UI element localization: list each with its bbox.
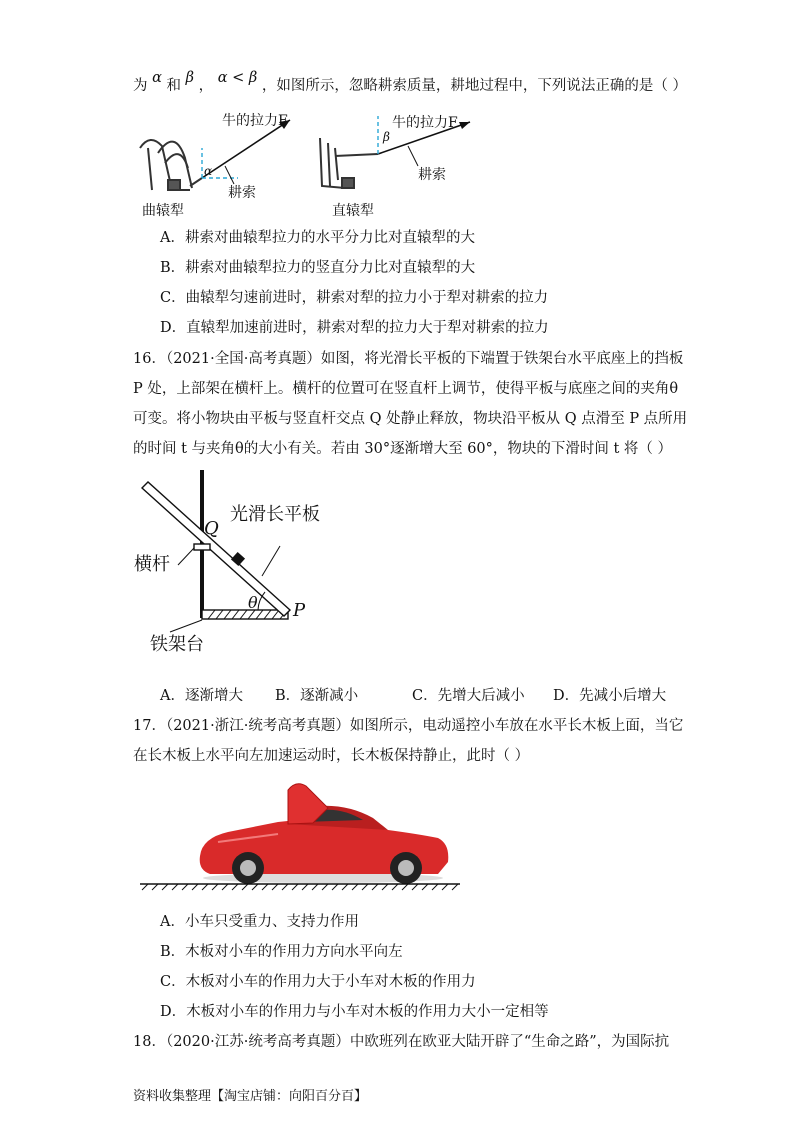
- q16-stem-line-4: 的时间 t 与夹角θ的大小有关。若由 30°逐渐增大至 60°，物块的下滑时间 t 将（ ）: [133, 441, 673, 457]
- q16-option-d: D．先减小后增大: [553, 688, 667, 704]
- ground-hatching: [142, 884, 458, 890]
- theta-label: θ: [248, 593, 258, 612]
- right-force-arrowhead: [459, 122, 470, 129]
- q15-option-b: B．耕索对曲辕犁拉力的竖直分力比对直辕犁的大: [160, 260, 476, 276]
- crossbar-label-pointer: [178, 548, 194, 565]
- q15-inequality: α < β: [217, 70, 258, 86]
- q15-option-c: C．曲辕犁匀速前进时，耕索对犁的拉力小于犁对耕索的拉力: [160, 290, 549, 306]
- board-label: 光滑长平板: [230, 504, 320, 525]
- q-point-label: Q: [204, 518, 219, 539]
- q18-stem-line-1: 18．（2020·江苏·统考高考真题）中欧班列在欧亚大陆开辟了“生命之路”，为国际抗: [133, 1034, 670, 1050]
- q15-stem-line: [133, 70, 687, 96]
- crossbar-label: 横杆: [134, 554, 170, 575]
- q15-alpha: α: [152, 70, 162, 86]
- q15-and: 和: [166, 78, 182, 94]
- straight-plough-drawing: [320, 138, 378, 188]
- stand-label: 铁架台: [150, 634, 204, 655]
- right-caption: 直辕犁: [332, 203, 374, 219]
- board-label-pointer: [262, 546, 280, 576]
- left-force-label: 牛的拉力F: [222, 113, 288, 129]
- left-rope-label: 耕索: [228, 185, 256, 201]
- q15-beta: β: [185, 70, 195, 86]
- q15-option-d: D．直辕犁加速前进时，耕索对犁的拉力大于犁对耕索的拉力: [160, 320, 549, 336]
- q17-option-d: D．木板对小车的作用力与小车对木板的作用力大小一定相等: [160, 1004, 549, 1020]
- car-on-board-image: [138, 778, 463, 893]
- q15-suffix: ，如图所示，忽略耕索质量，耕地过程中，下列说法正确的是（ ）: [261, 78, 687, 94]
- crossbar: [194, 544, 210, 550]
- q16-stem-line-2: P 处，上部架在横杆上。横杆的位置可在竖直杆上调节，使得平板与底座之间的夹角θ: [133, 381, 679, 397]
- q16-option-b: B．逐渐减小: [275, 688, 359, 704]
- q16-stem-line-1: 16．（2021·全国·高考真题）如图，将光滑长平板的下端置于铁架台水平底座上的挡板: [133, 351, 684, 367]
- right-rope-label: 耕索: [418, 167, 446, 183]
- q17-figure: [138, 778, 463, 893]
- q16-option-a: A．逐渐增大: [160, 688, 243, 704]
- q17-option-a: A．小车只受重力、支持力作用: [160, 914, 359, 930]
- q15-option-a: A．耕索对曲辕犁拉力的水平分力比对直辕犁的大: [160, 230, 475, 246]
- page-footer: 资料收集整理【淘宝店铺：向阳百分百】: [133, 1089, 368, 1104]
- q17-option-b: B．木板对小车的作用力方向水平向左: [160, 944, 403, 960]
- right-angle-label: β: [383, 130, 390, 144]
- right-force-label: 牛的拉力F: [392, 115, 458, 131]
- q15-figure: [130, 108, 490, 223]
- right-rope-pointer: [408, 146, 418, 166]
- curved-plough-drawing: [140, 140, 202, 190]
- q15-comma: ，: [198, 78, 214, 94]
- left-caption: 曲辕犁: [142, 203, 184, 219]
- left-angle-label: α: [204, 164, 213, 178]
- p-point-label: P: [293, 600, 306, 621]
- q16-stem-line-3: 可变。将小物块由平板与竖直杆交点 Q 处静止释放，物块沿平板从 Q 点滑至 P 点所用: [133, 411, 688, 427]
- q17-option-c: C．木板对小车的作用力大于小车对木板的作用力: [160, 974, 476, 990]
- q17-stem-line-1: 17．（2021·浙江·统考高考真题）如图所示，电动遥控小车放在水平长木板上面，当它: [133, 718, 684, 734]
- q15-prefix: 为: [133, 78, 148, 94]
- q16-option-c: C．先增大后减小: [412, 688, 525, 704]
- q16-figure: [130, 470, 350, 665]
- q17-stem-line-2: 在长木板上水平向左加速运动时，长木板保持静止，此时（ ）: [133, 748, 530, 764]
